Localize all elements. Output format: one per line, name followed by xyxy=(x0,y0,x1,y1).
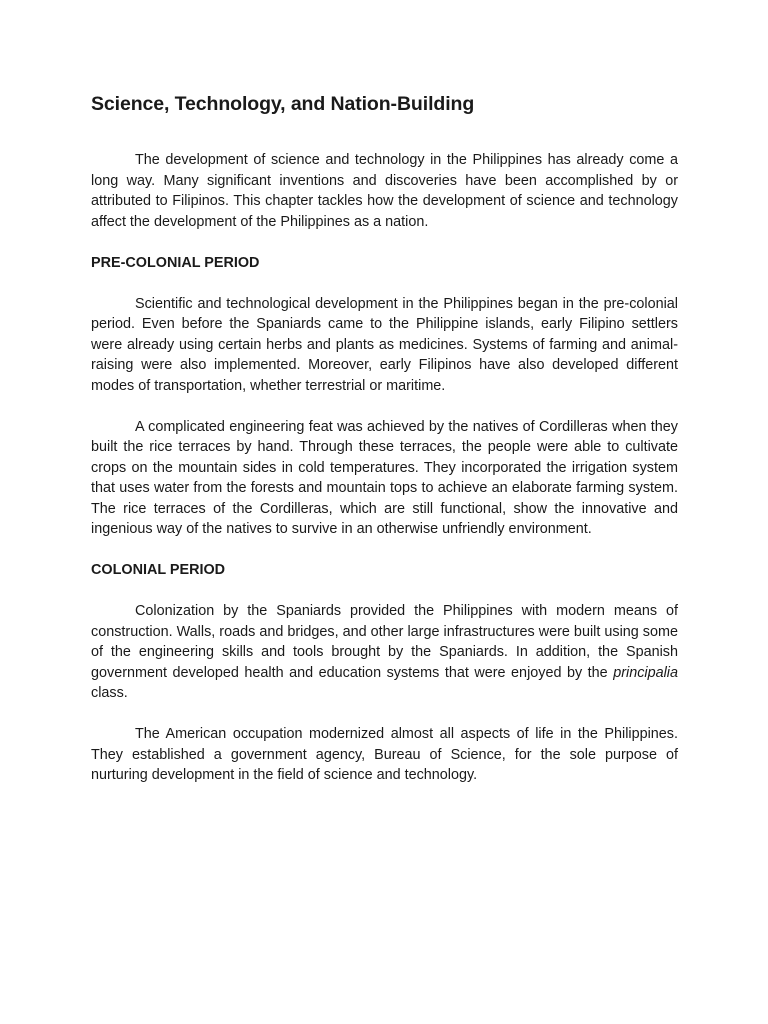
colonial-paragraph-1-text-a: Colonization by the Spaniards provided the Philippines with modern means of construction. Walls, roads and bridges, and other large infrastructures were built using some of the engineering skills and tools brought by the Spaniards. In addition, the Spanish government developed health and education systems that were enjoyed by the xyxy=(91,603,678,681)
pre-colonial-paragraph-2: A complicated engineering feat was achieved by the natives of Cordilleras when they built the rice terraces by hand. Through these terraces, the people were able to cultivate crops on the mountain sides in cold temperatures. They incorporated the irrigation system that uses water from the forests and mountain tops to achieve an elaborate farming system. The rice terraces of the Cordilleras, which are still functional, show the innovative and ingenious way of the natives to survive in an otherwise unfriendly environment. xyxy=(91,418,678,537)
principalia-italic: principalia xyxy=(613,664,678,681)
document-title: Science, Technology, and Nation-Building xyxy=(91,93,475,115)
intro-paragraph: The development of science and technology in the Philippines has already come a long way. Many significant inventions and discoveries have been accomplished by or attributed to Filipinos. This chapter tackles how the development of science and technology affect the development of the Philippines as a nation. xyxy=(91,152,678,230)
document-page xyxy=(91,88,678,806)
pre-colonial-paragraph-1: Scientific and technological development in the Philippines began in the pre-colonial period. Even before the Spaniards came to the Philippine islands, early Filipino settlers were already using certain herbs and plants as medicines. Systems of farming and animal-raising were also implemented. Moreover, early Filipinos have also developed different modes of transportation, whether terrestrial or maritime. xyxy=(91,295,678,394)
colonial-paragraph-1-text-b: class. xyxy=(91,685,128,701)
colonial-paragraph-2: The American occupation modernized almost all aspects of life in the Philippines. They established a government agency, Bureau of Science, for the sole purpose of nurturing development in the field of science and technology. xyxy=(91,726,678,783)
section-heading-colonial: COLONIAL PERIOD xyxy=(91,562,226,578)
colonial-paragraph-1 xyxy=(91,601,678,704)
section-heading-pre-colonial: PRE-COLONIAL PERIOD xyxy=(91,254,260,271)
